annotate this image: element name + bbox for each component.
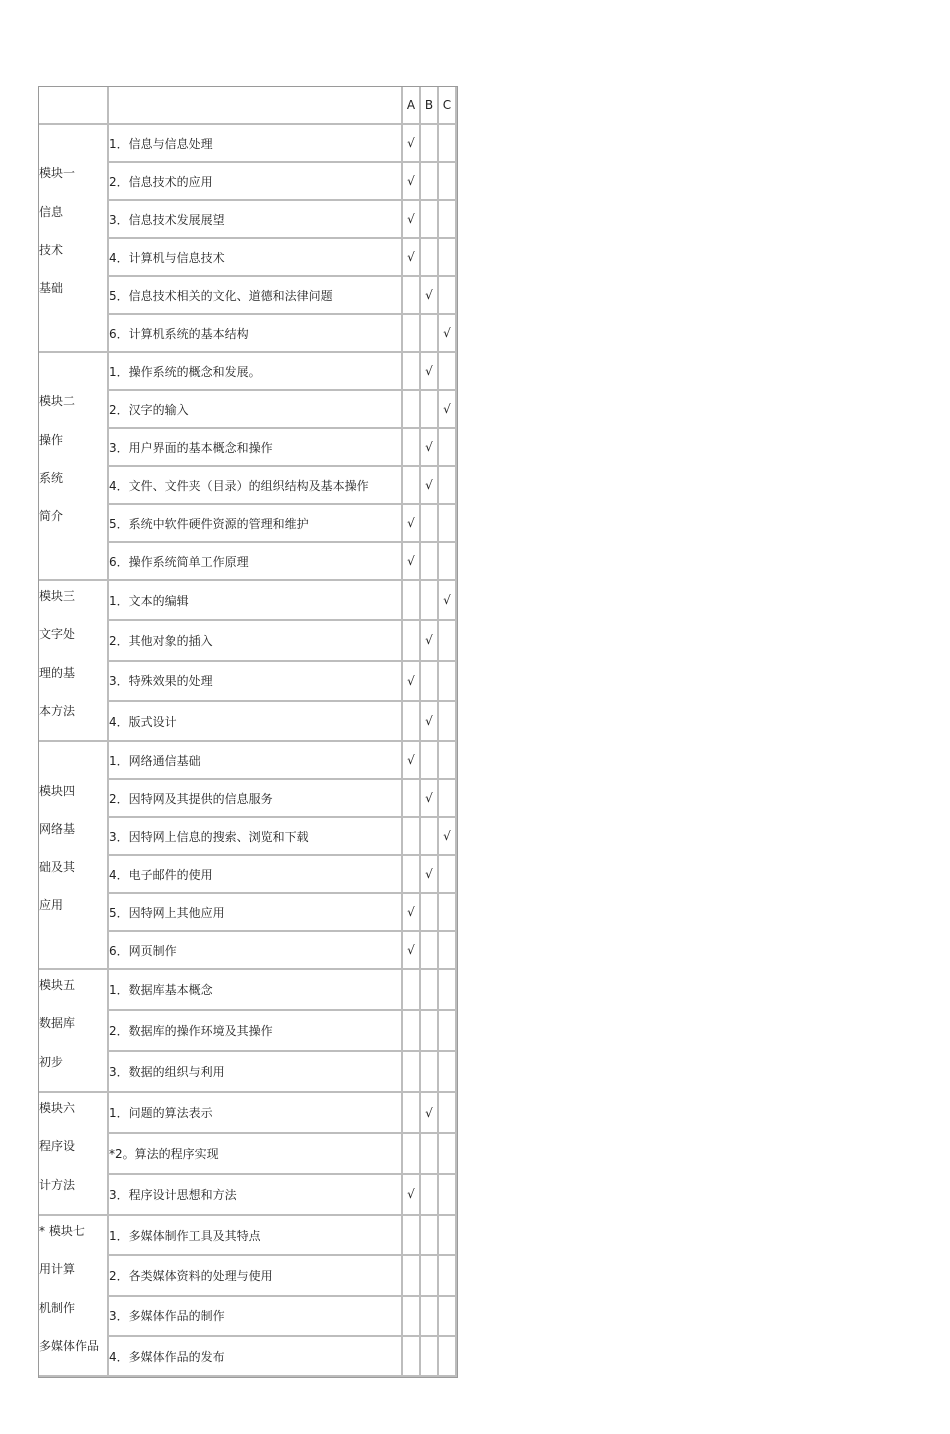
level-c-cell <box>439 1216 457 1256</box>
module-name-line: 初步 <box>39 1054 64 1069</box>
level-b-cell <box>421 970 439 1011</box>
level-b-cell <box>421 932 439 970</box>
level-b-cell <box>421 894 439 932</box>
topic-item: 1．网络通信基础 <box>109 742 403 780</box>
level-c-cell <box>439 163 457 201</box>
check-mark: √ <box>407 136 415 150</box>
module-name-cell <box>39 581 109 742</box>
module-name-line: 模块一 <box>39 166 76 181</box>
module-name-line: 模块二 <box>39 394 76 409</box>
level-b-cell <box>421 1297 439 1337</box>
level-a-cell <box>403 970 421 1011</box>
level-a-cell <box>403 894 421 932</box>
level-c-cell <box>439 970 457 1011</box>
check-mark: √ <box>407 943 415 958</box>
level-c-cell <box>439 505 457 543</box>
check-mark: √ <box>425 288 433 302</box>
header-col-c: C <box>439 87 457 125</box>
level-a-cell <box>403 429 421 467</box>
level-b-cell <box>421 702 439 742</box>
topic-item: 6．网页制作 <box>109 932 403 970</box>
level-a-cell <box>403 163 421 201</box>
level-a-cell <box>403 1256 421 1296</box>
topic-item: 2．各类媒体资料的处理与使用 <box>109 1256 403 1296</box>
topic-item: *2。算法的程序实现 <box>109 1134 403 1175</box>
level-b-cell <box>421 391 439 429</box>
module-name-line: 基础 <box>39 281 64 296</box>
topic-item: 1．问题的算法表示 <box>109 1093 403 1134</box>
level-c-cell <box>439 662 457 702</box>
level-a-cell <box>403 702 421 742</box>
module-name-line: 信息 <box>39 204 64 219</box>
level-c-cell <box>439 543 457 581</box>
check-mark: √ <box>407 905 415 920</box>
topic-item: 5．系统中软件硬件资源的管理和维护 <box>109 505 403 543</box>
check-mark: √ <box>425 791 433 806</box>
level-b-cell <box>421 429 439 467</box>
level-b-cell <box>421 467 439 505</box>
level-b-cell <box>421 239 439 277</box>
level-b-cell <box>421 662 439 702</box>
level-a-cell <box>403 543 421 581</box>
check-mark: √ <box>425 867 433 882</box>
level-b-cell <box>421 742 439 780</box>
level-b-cell <box>421 1216 439 1256</box>
level-b-cell <box>421 163 439 201</box>
level-c-cell <box>439 702 457 742</box>
level-a-cell <box>403 353 421 391</box>
level-c-cell <box>439 467 457 505</box>
level-b-cell <box>421 353 439 391</box>
level-b-cell <box>421 1175 439 1216</box>
check-mark: √ <box>425 364 433 378</box>
level-a-cell <box>403 125 421 163</box>
module-name <box>39 970 107 1091</box>
check-mark: √ <box>407 174 415 188</box>
table-row <box>39 970 457 1011</box>
level-b-cell <box>421 1011 439 1052</box>
check-mark: √ <box>425 633 433 648</box>
check-mark: √ <box>443 326 451 340</box>
table-row <box>39 1093 457 1134</box>
topic-item: 6．计算机系统的基本结构 <box>109 315 403 353</box>
level-a-cell <box>403 467 421 505</box>
module-name-line: 文字处 <box>39 627 76 642</box>
module-name-line: * 模块七 <box>39 1223 85 1238</box>
level-c-cell <box>439 391 457 429</box>
module-name-line: 计方法 <box>39 1177 76 1192</box>
module-name-line: 模块三 <box>39 589 76 603</box>
topic-item: 4．版式设计 <box>109 702 403 742</box>
header-row <box>39 87 457 125</box>
topic-item: 1．数据库基本概念 <box>109 970 403 1011</box>
level-b-cell <box>421 505 439 543</box>
level-b-cell <box>421 1256 439 1296</box>
module-name-line: 模块五 <box>39 978 76 993</box>
topic-item: 1．多媒体制作工具及其特点 <box>109 1216 403 1256</box>
topic-item: 4．计算机与信息技术 <box>109 239 403 277</box>
level-a-cell <box>403 391 421 429</box>
check-mark: √ <box>425 714 433 729</box>
check-mark: √ <box>407 212 415 226</box>
topic-item: 5．信息技术相关的文化、道德和法律问题 <box>109 277 403 315</box>
check-mark: √ <box>407 673 415 688</box>
check-mark: √ <box>407 753 415 768</box>
level-c-cell <box>439 742 457 780</box>
header-col-b: B <box>421 87 439 125</box>
module-name <box>39 1216 107 1375</box>
level-a-cell <box>403 1134 421 1175</box>
level-c-cell <box>439 621 457 661</box>
topic-item: 4．文件、文件夹（目录）的组织结构及基本操作 <box>109 467 403 505</box>
module-name <box>39 776 107 935</box>
topic-item: 3．因特网上信息的搜索、浏览和下载 <box>109 818 403 856</box>
level-a-cell <box>403 277 421 315</box>
module-name-cell <box>39 1216 109 1377</box>
level-c-cell <box>439 315 457 353</box>
module-name-line: 技术 <box>39 243 64 257</box>
level-c-cell <box>439 1011 457 1052</box>
check-mark: √ <box>425 440 433 454</box>
check-mark: √ <box>443 402 451 416</box>
table-row <box>39 125 457 163</box>
topic-item: 3．数据的组织与利用 <box>109 1052 403 1093</box>
level-a-cell <box>403 1052 421 1093</box>
level-b-cell <box>421 1337 439 1377</box>
check-mark: √ <box>407 554 415 568</box>
level-c-cell <box>439 818 457 856</box>
module-name-line: 数据库 <box>39 1016 76 1031</box>
topic-item: 3．程序设计思想和方法 <box>109 1175 403 1216</box>
level-c-cell <box>439 277 457 315</box>
module-name-line: 模块六 <box>39 1101 76 1116</box>
topic-item: 5．因特网上其他应用 <box>109 894 403 932</box>
level-c-cell <box>439 1134 457 1175</box>
curriculum-table <box>38 86 458 1378</box>
level-c-cell <box>439 1337 457 1377</box>
module-name-line: 简介 <box>39 509 64 524</box>
topic-item: 2．其他对象的插入 <box>109 621 403 661</box>
level-a-cell <box>403 856 421 894</box>
module-name-line: 系统 <box>39 471 64 485</box>
module-name-line: 网络基 <box>39 821 76 836</box>
header-corner-cell <box>39 87 109 125</box>
check-mark: √ <box>407 1187 415 1202</box>
level-c-cell <box>439 932 457 970</box>
level-a-cell <box>403 742 421 780</box>
module-name-line: 程序设 <box>39 1139 76 1154</box>
level-a-cell <box>403 1297 421 1337</box>
level-a-cell <box>403 1093 421 1134</box>
check-mark: √ <box>425 1105 433 1120</box>
module-name-cell <box>39 353 109 581</box>
topic-item: 3．信息技术发展展望 <box>109 201 403 239</box>
level-c-cell <box>439 894 457 932</box>
module-name-line: 用计算 <box>39 1262 76 1277</box>
level-a-cell <box>403 1175 421 1216</box>
level-b-cell <box>421 856 439 894</box>
level-c-cell <box>439 201 457 239</box>
topic-item: 6．操作系统简单工作原理 <box>109 543 403 581</box>
topic-item: 1．信息与信息处理 <box>109 125 403 163</box>
level-c-cell <box>439 353 457 391</box>
module-name <box>39 1093 107 1214</box>
module-name-cell <box>39 125 109 353</box>
table-row <box>39 581 457 621</box>
level-b-cell <box>421 315 439 353</box>
level-c-cell <box>439 429 457 467</box>
level-a-cell <box>403 239 421 277</box>
table-row <box>39 1216 457 1256</box>
topic-item: 2．汉字的输入 <box>109 391 403 429</box>
module-name-line: 机制作 <box>39 1300 76 1315</box>
table-row <box>39 742 457 780</box>
module-name-cell <box>39 1093 109 1216</box>
module-name-line: 应用 <box>39 898 64 913</box>
table-row <box>39 353 457 391</box>
level-b-cell <box>421 1093 439 1134</box>
level-c-cell <box>439 1256 457 1296</box>
curriculum-table-body <box>39 87 457 1377</box>
module-name-line: 多媒体作品 <box>39 1338 100 1353</box>
level-b-cell <box>421 543 439 581</box>
module-name-cell <box>39 970 109 1093</box>
level-a-cell <box>403 1011 421 1052</box>
level-c-cell <box>439 1052 457 1093</box>
level-b-cell <box>421 818 439 856</box>
level-b-cell <box>421 780 439 818</box>
level-c-cell <box>439 856 457 894</box>
level-c-cell <box>439 125 457 163</box>
topic-item: 2．因特网及其提供的信息服务 <box>109 780 403 818</box>
module-name-line: 操作 <box>39 432 64 447</box>
level-a-cell <box>403 621 421 661</box>
level-c-cell <box>439 1297 457 1337</box>
topic-item: 4．多媒体作品的发布 <box>109 1337 403 1377</box>
level-b-cell <box>421 1052 439 1093</box>
level-b-cell <box>421 1134 439 1175</box>
level-c-cell <box>439 581 457 621</box>
module-name <box>39 581 107 740</box>
header-col-a: A <box>403 87 421 125</box>
level-c-cell <box>439 1093 457 1134</box>
level-a-cell <box>403 780 421 818</box>
topic-item: 3．用户界面的基本概念和操作 <box>109 429 403 467</box>
module-name-line: 理的基 <box>39 665 76 680</box>
level-a-cell <box>403 201 421 239</box>
module-name-line: 模块四 <box>39 783 76 798</box>
topic-item: 3．特殊效果的处理 <box>109 662 403 702</box>
module-name-cell <box>39 742 109 970</box>
level-a-cell <box>403 932 421 970</box>
level-a-cell <box>403 1337 421 1377</box>
level-c-cell <box>439 1175 457 1216</box>
level-b-cell <box>421 621 439 661</box>
topic-item: 2．信息技术的应用 <box>109 163 403 201</box>
module-name-line: 础及其 <box>39 860 76 875</box>
header-topic-cell <box>109 87 403 125</box>
topic-item: 3．多媒体作品的制作 <box>109 1297 403 1337</box>
level-b-cell <box>421 581 439 621</box>
level-a-cell <box>403 662 421 702</box>
level-a-cell <box>403 1216 421 1256</box>
level-a-cell <box>403 581 421 621</box>
topic-item: 4．电子邮件的使用 <box>109 856 403 894</box>
topic-item: 2．数据库的操作环境及其操作 <box>109 1011 403 1052</box>
check-mark: √ <box>407 516 415 530</box>
level-c-cell <box>439 780 457 818</box>
level-b-cell <box>421 125 439 163</box>
module-name <box>39 386 107 545</box>
level-a-cell <box>403 315 421 353</box>
topic-item: 1．文本的编辑 <box>109 581 403 621</box>
level-b-cell <box>421 201 439 239</box>
check-mark: √ <box>407 250 415 264</box>
check-mark: √ <box>443 829 451 844</box>
module-name <box>39 158 107 317</box>
check-mark: √ <box>443 593 451 608</box>
check-mark: √ <box>425 478 433 492</box>
level-a-cell <box>403 505 421 543</box>
module-name-line: 本方法 <box>39 703 76 718</box>
topic-item: 1．操作系统的概念和发展。 <box>109 353 403 391</box>
level-c-cell <box>439 239 457 277</box>
level-a-cell <box>403 818 421 856</box>
level-b-cell <box>421 277 439 315</box>
